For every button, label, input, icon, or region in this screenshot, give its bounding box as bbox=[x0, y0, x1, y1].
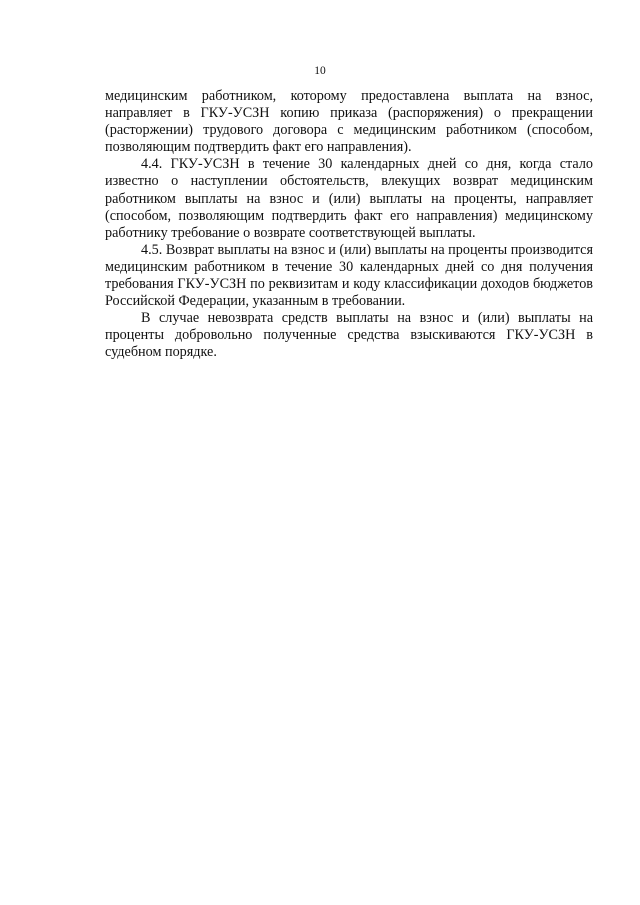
paragraph-clause-4-5: 4.5. Возврат выплаты на взнос и (или) выплаты на проценты производится медицинским работником в течение 30 календарных дней со дня получения требования ГКУ-УСЗН по реквизитам и коду классификации доходов бюджетов Российской Федерации, указанным в требовании. bbox=[105, 241, 593, 310]
paragraph-continuation: медицинским работником, которому предоставлена выплата на взнос, направляет в ГКУ-УСЗН копию приказа (распоряжения) о прекращении (расторжении) трудового договора с медицинским работником (способом, позволяющим подтвердить факт его направления). bbox=[105, 88, 593, 156]
paragraph-non-return: В случае невозврата средств выплаты на взнос и (или) выплаты на проценты добровольно полученные средства взыскиваются ГКУ-УСЗН в судебном порядке. bbox=[105, 310, 593, 361]
paragraph-clause-4-4: 4.4. ГКУ-УСЗН в течение 30 календарных дней со дня, когда стало известно о наступлении обстоятельств, влекущих возврат медицинским работником выплаты на взнос и (или) выплаты на проценты, направляет (способом, позволяющим подтвердить факт его направления) медицинскому работнику требование о возврате соответствующей выплаты. bbox=[105, 156, 593, 241]
page-number: 10 bbox=[314, 65, 326, 77]
document-body bbox=[105, 88, 593, 362]
